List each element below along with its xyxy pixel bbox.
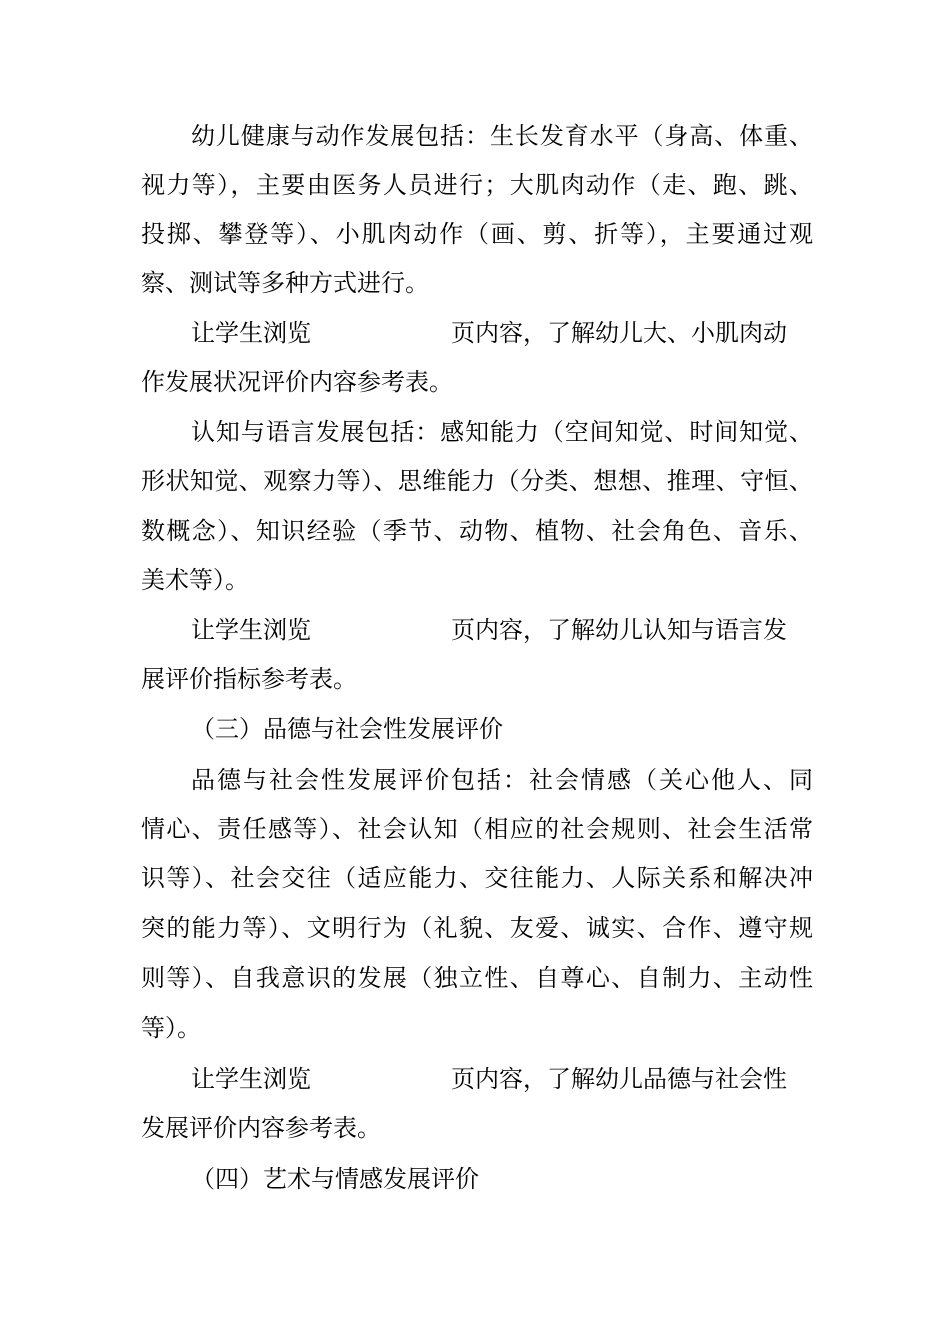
paragraph-2-line-1 <box>191 315 813 351</box>
paragraph-6-line-1 <box>191 1061 813 1097</box>
browse-suffix: 页内容，了解幼儿认知与语言发 <box>451 616 787 644</box>
paragraph-5-line-3: 识等）、社会交往（适应能力、交往能力、人际关系和解决冲 <box>141 864 813 892</box>
browse-prefix: 让学生浏览 <box>191 319 311 347</box>
paragraph-5-line-5: 则等）、自我意识的发展（独立性、自尊心、自制力、主动性 <box>141 964 813 992</box>
paragraph-4-line-2: 展评价指标参考表。 <box>141 665 357 693</box>
paragraph-1-line-3: 投掷、攀登等）、小肌肉动作（画、剪、折等），主要通过观 <box>141 220 813 248</box>
paragraph-5-line-1: 品德与社会性发展评价包括：社会情感（关心他人、同 <box>191 766 813 794</box>
paragraph-5-line-2: 情心、责任感等）、社会认知（相应的社会规则、社会生活常 <box>141 815 813 843</box>
paragraph-1-line-2: 视力等），主要由医务人员进行；大肌肉动作（走、跑、跳、 <box>141 171 813 199</box>
paragraph-1-line-1: 幼儿健康与动作发展包括：生长发育水平（身高、体重、 <box>191 122 813 150</box>
paragraph-4-line-1 <box>191 612 813 648</box>
paragraph-1-line-4: 察、测试等多种方式进行。 <box>141 269 429 297</box>
paragraph-3-line-3: 数概念）、知识经验（季节、动物、植物、社会角色、音乐、 <box>141 517 813 545</box>
browse-prefix: 让学生浏览 <box>191 1065 311 1093</box>
section-heading-3: （三）品德与社会性发展评价 <box>191 715 503 743</box>
paragraph-5-line-4: 突的能力等）、文明行为（礼貌、友爱、诚实、合作、遵守规 <box>141 914 813 942</box>
paragraph-3-line-4: 美术等）。 <box>141 566 249 594</box>
paragraph-3-line-1: 认知与语言发展包括：感知能力（空间知觉、时间知觉、 <box>191 418 813 446</box>
paragraph-5-line-6: 等）。 <box>141 1014 201 1042</box>
section-heading-4: （四）艺术与情感发展评价 <box>191 1165 479 1193</box>
browse-suffix: 页内容，了解幼儿大、小肌肉动 <box>451 319 787 347</box>
paragraph-6-line-2: 发展评价内容参考表。 <box>141 1114 381 1142</box>
paragraph-2-line-2: 作发展状况评价内容参考表。 <box>141 368 453 396</box>
browse-prefix: 让学生浏览 <box>191 616 311 644</box>
browse-suffix: 页内容，了解幼儿品德与社会性 <box>451 1065 787 1093</box>
paragraph-3-line-2: 形状知觉、观察力等）、思维能力（分类、想想、推理、守恒、 <box>141 467 813 495</box>
